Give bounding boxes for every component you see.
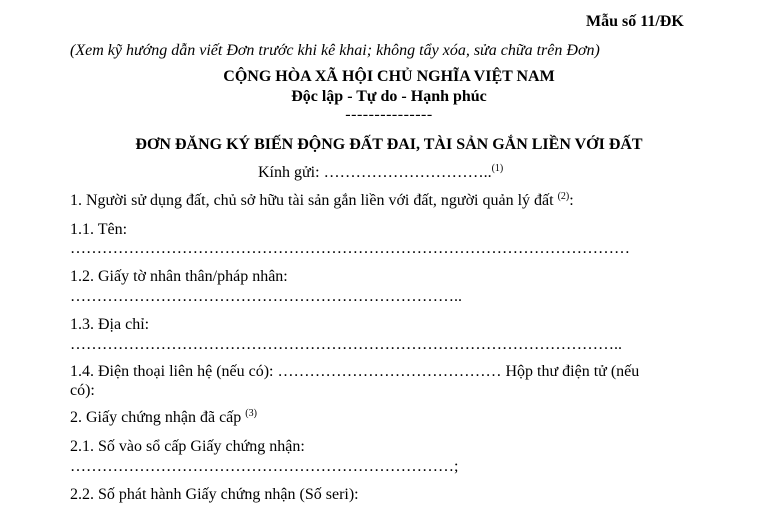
greeting-label: Kính gửi: ………………………….. bbox=[258, 164, 492, 181]
form-title: ĐƠN ĐĂNG KÝ BIẾN ĐỘNG ĐẤT ĐAI, TÀI SẢN GẮN LIỀN VỚI ĐẤT bbox=[135, 136, 643, 153]
field-1-4-line1: 1.4. Điện thoại liên hệ (nếu có): …………………………………… Hộp thư điện tử (nếu bbox=[70, 363, 640, 380]
section-2-label: 2. Giấy chứng nhận đã cấp bbox=[70, 409, 242, 426]
instruction-note: (Xem kỹ hướng dẫn viết Đơn trước khi kê khai; không tẩy xóa, sửa chữa trên Đơn) bbox=[70, 42, 600, 59]
field-2-1-label: 2.1. Số vào sổ cấp Giấy chứng nhận: bbox=[70, 438, 305, 455]
field-2-2-label: 2.2. Số phát hành Giấy chứng nhận (Số seri): bbox=[70, 486, 359, 503]
field-1-4-line2: có): bbox=[70, 382, 95, 399]
section-1-label: 1. Người sử dụng đất, chủ sở hữu tài sản gắn liền với đất, người quản lý đất bbox=[70, 192, 554, 209]
greeting-line bbox=[258, 164, 503, 182]
greeting-note: (1) bbox=[491, 163, 504, 174]
section-1 bbox=[70, 192, 574, 210]
country-name: CỘNG HÒA XÃ HỘI CHỦ NGHĨA VIỆT NAM bbox=[223, 68, 555, 85]
field-2-1-dots: ………………………………………………………………; bbox=[70, 458, 459, 475]
national-motto: Độc lập - Tự do - Hạnh phúc bbox=[291, 88, 487, 105]
field-1-3-label: 1.3. Địa chỉ: bbox=[70, 316, 150, 333]
section-2-note: (3) bbox=[245, 408, 257, 419]
field-1-2-dots: ……………………………………………………………….. bbox=[70, 288, 462, 305]
section-1-note: (2) bbox=[557, 191, 570, 202]
field-1-3-dots: ………………………………………………………………………………………….. bbox=[70, 336, 622, 353]
field-1-1-label: 1.1. Tên: bbox=[70, 221, 128, 238]
field-1-1-dots: …………………………………………………………………………………………… bbox=[70, 240, 630, 257]
section-2 bbox=[70, 409, 257, 427]
field-1-2-label: 1.2. Giấy tờ nhân thân/pháp nhân: bbox=[70, 268, 288, 285]
section-1-colon: : bbox=[569, 192, 574, 209]
header-separator: --------------- bbox=[345, 106, 433, 123]
form-code: Mẫu số 11/ĐK bbox=[586, 13, 684, 30]
